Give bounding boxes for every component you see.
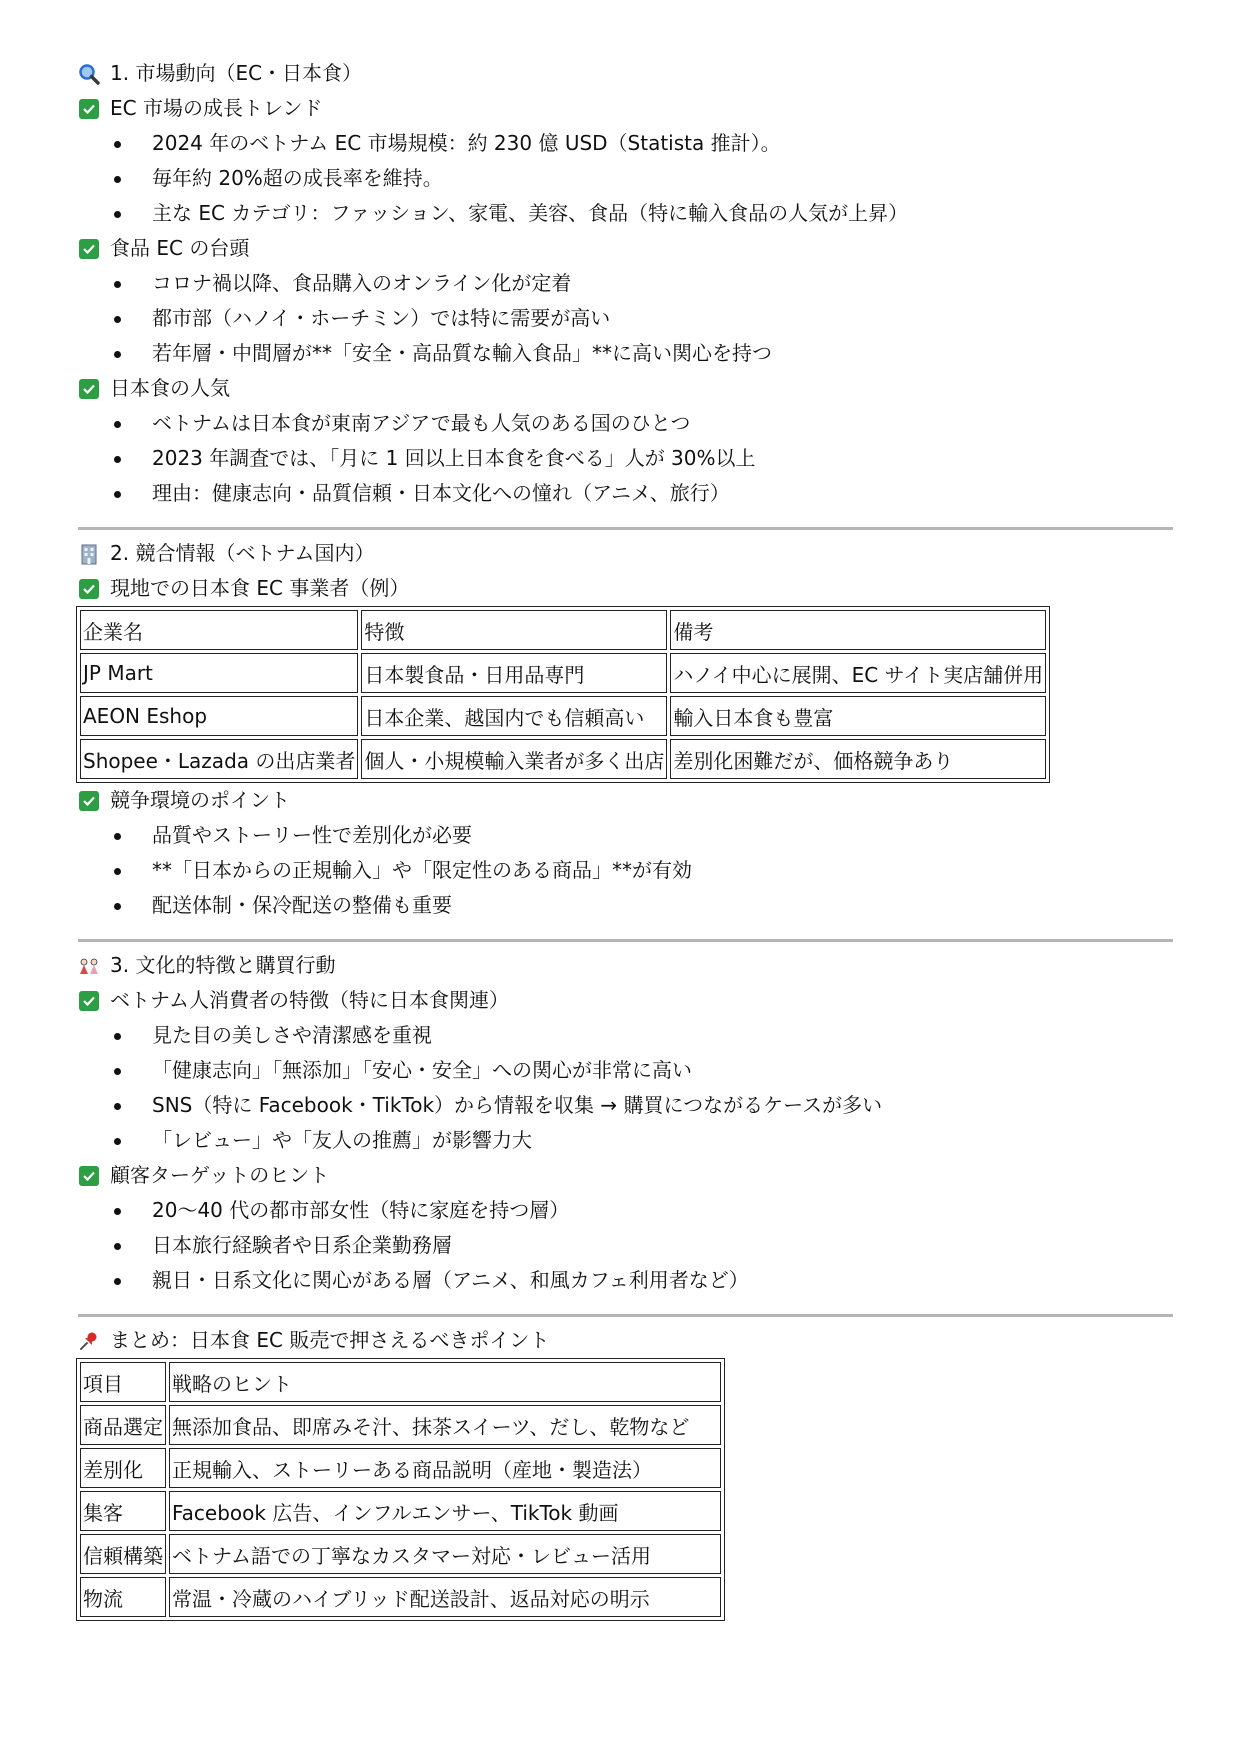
table-cell: 常温・冷蔵のハイブリッド配送設計、返品対応の明示 (169, 1577, 721, 1617)
list-item: ベトナムは日本食が東南アジアで最も人気のある国のひとつ (112, 406, 1173, 441)
list-item: 見た目の美しさや清潔感を重視 (112, 1018, 1173, 1053)
check-icon (78, 98, 100, 120)
check-icon (78, 238, 100, 260)
list-item: 毎年約 20%超の成長率を維持。 (112, 161, 1173, 196)
group-heading (78, 371, 1173, 406)
table-row (80, 1448, 721, 1488)
list-item: 都市部（ハノイ・ホーチミン）では特に需要が高い (112, 301, 1173, 336)
group-heading (78, 231, 1173, 266)
table-cell: Shopee・Lazada の出店業者 (80, 739, 358, 779)
table-row (80, 610, 1046, 650)
group-heading-text: 競争環境のポイント (110, 788, 290, 812)
section-title: 2. 競合情報（ベトナム国内） (110, 541, 375, 565)
table-cell: 差別化困難だが、価格競争あり (670, 739, 1046, 779)
group-heading-text: 現地での日本食 EC 事業者（例） (110, 576, 410, 600)
section-title: 1. 市場動向（EC・日本食） (110, 61, 363, 85)
list-item: コロナ禍以降、食品購入のオンライン化が定着 (112, 266, 1173, 301)
list-item: 「レビュー」や「友人の推薦」が影響力大 (112, 1123, 1173, 1158)
table-cell: ハノイ中心に展開、EC サイト実店舗併用 (670, 653, 1046, 693)
table-cell: 個人・小規模輸入業者が多く出店 (361, 739, 667, 779)
list-item: 配送体制・保冷配送の整備も重要 (112, 888, 1173, 923)
table-cell: JP Mart (80, 653, 358, 693)
list-item: SNS（特に Facebook・TikTok）から情報を収集 → 購買につながるケースが多い (112, 1088, 1173, 1123)
table-header-cell: 備考 (670, 610, 1046, 650)
group-heading-text: 食品 EC の台頭 (110, 236, 250, 260)
list-item: 2024 年のベトナム EC 市場規模：約 230 億 USD（Statista 推計）。 (112, 126, 1173, 161)
table-cell: Facebook 広告、インフルエンサー、TikTok 動画 (169, 1491, 721, 1531)
section-heading (78, 948, 1173, 983)
section-title: まとめ：日本食 EC 販売で押さえるべきポイント (110, 1328, 550, 1352)
check-icon (78, 990, 100, 1012)
table-row (80, 1577, 721, 1617)
table-row (80, 696, 1046, 736)
list-item: 主な EC カテゴリ：ファッション、家電、美容、食品（特に輸入食品の人気が上昇） (112, 196, 1173, 231)
list-item: 理由：健康志向・品質信頼・日本文化への憧れ（アニメ、旅行） (112, 476, 1173, 511)
table-cell: ベトナム語での丁寧なカスタマー対応・レビュー活用 (169, 1534, 721, 1574)
bullet-list (78, 266, 1173, 371)
office-building-icon (78, 543, 100, 565)
table-cell: 商品選定 (80, 1405, 166, 1445)
bullet-list (78, 818, 1173, 923)
section-heading (78, 536, 1173, 571)
check-icon (78, 578, 100, 600)
table-cell: 日本企業、越国内でも信頼高い (361, 696, 667, 736)
group-heading-text: 顧客ターゲットのヒント (110, 1163, 330, 1187)
table-row (80, 1405, 721, 1445)
table-cell: 差別化 (80, 1448, 166, 1488)
table-row (80, 739, 1046, 779)
bullet-list (78, 1018, 1173, 1158)
table-cell: 正規輸入、ストーリーある商品説明（産地・製造法） (169, 1448, 721, 1488)
competitor-table (76, 606, 1050, 783)
bullet-list (78, 126, 1173, 231)
table-header-cell: 特徴 (361, 610, 667, 650)
table-cell: 日本製食品・日用品専門 (361, 653, 667, 693)
group-heading (78, 91, 1173, 126)
list-item: 品質やストーリー性で差別化が必要 (112, 818, 1173, 853)
list-item: 20〜40 代の都市部女性（特に家庭を持つ層） (112, 1193, 1173, 1228)
table-cell: 信頼構築 (80, 1534, 166, 1574)
table-cell: 物流 (80, 1577, 166, 1617)
summary-table (76, 1358, 725, 1621)
bullet-list (78, 406, 1173, 511)
table-row (80, 1491, 721, 1531)
check-icon (78, 378, 100, 400)
table-cell: 無添加食品、即席みそ汁、抹茶スイーツ、だし、乾物など (169, 1405, 721, 1445)
section-heading (78, 56, 1173, 91)
list-item: 若年層・中間層が**「安全・高品質な輸入食品」**に高い関心を持つ (112, 336, 1173, 371)
magnifier-icon (78, 63, 100, 85)
check-icon (78, 790, 100, 812)
list-item: 親日・日系文化に関心がある層（アニメ、和風カフェ利用者など） (112, 1263, 1173, 1298)
group-heading (78, 571, 1173, 606)
group-heading-text: EC 市場の成長トレンド (110, 96, 323, 120)
table-cell: AEON Eshop (80, 696, 358, 736)
japanese-dolls-icon (78, 955, 100, 977)
document-page (78, 56, 1173, 1621)
table-header-cell: 企業名 (80, 610, 358, 650)
table-header-cell: 項目 (80, 1362, 166, 1402)
bullet-list (78, 1193, 1173, 1298)
list-item: **「日本からの正規輸入」や「限定性のある商品」**が有効 (112, 853, 1173, 888)
list-item: 2023 年調査では、「月に 1 回以上日本食を食べる」人が 30%以上 (112, 441, 1173, 476)
group-heading (78, 983, 1173, 1018)
list-item: 「健康志向」「無添加」「安心・安全」への関心が非常に高い (112, 1053, 1173, 1088)
section-title: 3. 文化的特徴と購買行動 (110, 953, 336, 977)
group-heading (78, 1158, 1173, 1193)
table-header-cell: 戦略のヒント (169, 1362, 721, 1402)
pushpin-icon (78, 1330, 100, 1352)
check-icon (78, 1165, 100, 1187)
table-row (80, 1534, 721, 1574)
table-row (80, 1362, 721, 1402)
group-heading (78, 783, 1173, 818)
group-heading-text: ベトナム人消費者の特徴（特に日本食関連） (110, 988, 509, 1012)
table-cell: 輸入日本食も豊富 (670, 696, 1046, 736)
group-heading-text: 日本食の人気 (110, 376, 230, 400)
table-cell: 集客 (80, 1491, 166, 1531)
list-item: 日本旅行経験者や日系企業勤務層 (112, 1228, 1173, 1263)
table-row (80, 653, 1046, 693)
section-heading (78, 1323, 1173, 1358)
